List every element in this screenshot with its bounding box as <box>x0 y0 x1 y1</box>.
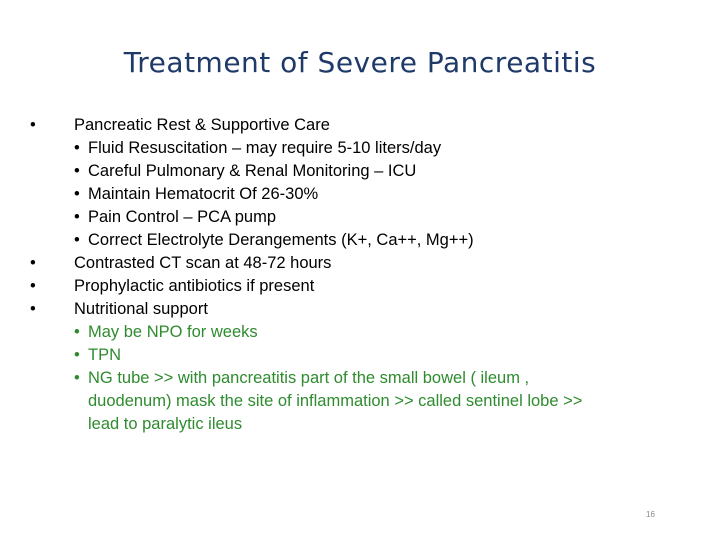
list-item <box>30 344 690 367</box>
slide-title: Treatment of Severe Pancreatitis <box>123 46 597 79</box>
list-item <box>30 160 690 183</box>
bullet-icon: • <box>74 346 80 364</box>
list-item <box>30 229 690 252</box>
bullet-icon: • <box>74 208 80 226</box>
bullet-icon: • <box>74 323 80 341</box>
list-item-text: Maintain Hematocrit Of 26-30% <box>88 185 319 203</box>
bullet-icon: • <box>74 369 80 387</box>
bullet-icon: • <box>30 300 36 318</box>
list-item-text: May be NPO for weeks <box>88 323 258 341</box>
list-item <box>30 367 608 436</box>
list-item-text: Careful Pulmonary & Renal Monitoring – ICU <box>88 162 417 180</box>
list-item-text: TPN <box>88 346 121 364</box>
bullet-list <box>30 114 690 436</box>
list-item <box>30 114 690 137</box>
list-item-text: Prophylactic antibiotics if present <box>74 277 315 295</box>
page-number: 16 <box>646 510 655 519</box>
list-item <box>30 275 690 298</box>
list-item-text: Nutritional support <box>74 300 208 318</box>
list-item <box>30 137 690 160</box>
bullet-icon: • <box>74 162 80 180</box>
bullet-icon: • <box>74 139 80 157</box>
list-item-text: Correct Electrolyte Derangements (K+, Ca++, Mg++) <box>88 231 474 249</box>
list-item-text: Contrasted CT scan at 48-72 hours <box>74 254 332 272</box>
bullet-icon: • <box>74 185 80 203</box>
list-item-text: Pain Control – PCA pump <box>88 208 277 226</box>
bullet-icon: • <box>30 254 36 272</box>
list-item <box>30 183 690 206</box>
list-item <box>30 298 690 321</box>
list-item <box>30 321 690 344</box>
bullet-icon: • <box>74 231 80 249</box>
bullet-icon: • <box>30 116 36 134</box>
list-item <box>30 252 690 275</box>
bullet-icon: • <box>30 277 36 295</box>
list-item-text: NG tube >> with pancreatitis part of the small bowel ( ileum , duodenum) mask the site of inflammation >> called sentinel lobe >> lead to paralytic ileus <box>88 369 583 433</box>
list-item <box>30 206 690 229</box>
list-item-text: Pancreatic Rest & Supportive Care <box>74 116 330 134</box>
list-item-text: Fluid Resuscitation – may require 5-10 liters/day <box>88 139 442 157</box>
